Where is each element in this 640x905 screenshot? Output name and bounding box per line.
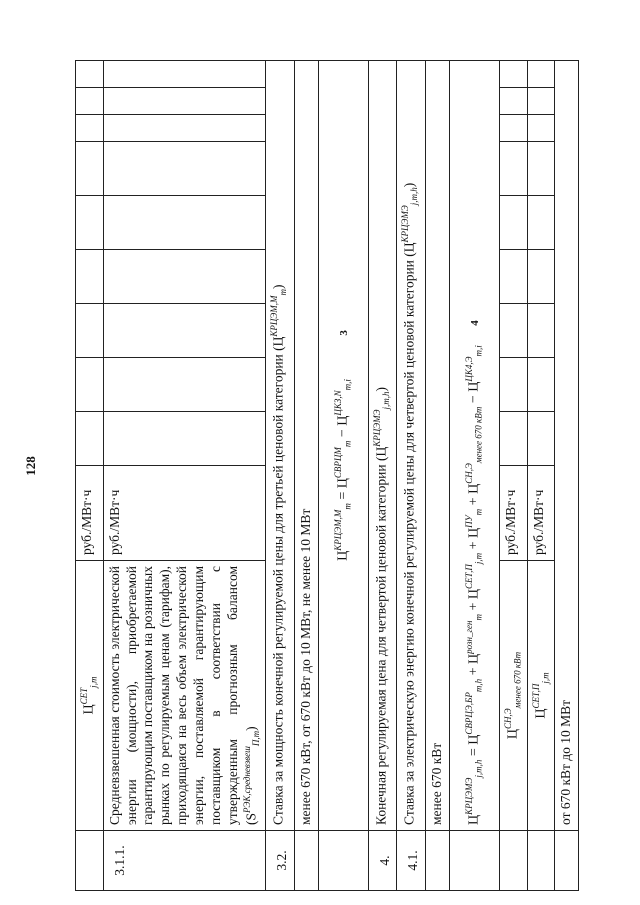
formula-3-2: $Ц^{КРЦЭМ,М}_m = Ц^{СВРЦМ}_m - Ц^{ЦКЗ,N}_{m,i}$ 3 — [318, 61, 368, 831]
value-cell — [527, 115, 555, 142]
sub-unit: руб./МВт·ч — [527, 466, 555, 561]
value-cell — [499, 61, 527, 88]
row-3-2 — [266, 61, 295, 891]
value-cell — [527, 304, 555, 358]
value-cell — [76, 304, 104, 358]
empty-cell — [499, 831, 527, 891]
value-cell — [76, 88, 104, 115]
value-cell — [76, 250, 104, 304]
empty-cell — [555, 831, 579, 891]
row-4-1-range2 — [555, 61, 579, 891]
value-cell — [103, 196, 265, 250]
row-4-1-sub-a — [499, 61, 527, 891]
range-label: от 670 кВт до 10 МВт — [555, 61, 579, 831]
row-title: Ставка за мощность конечной регулируемой цены для третьей ценовой категории $(Ц^{КРЦЭМ,М}_m)$ — [266, 61, 295, 831]
header-unit-cell: руб./МВт·ч — [76, 466, 104, 561]
row-number: 3.2. — [266, 831, 295, 891]
value-cell — [76, 142, 104, 196]
value-cell — [499, 250, 527, 304]
header-label-cell: $Ц^{СЕТ}_{j,m}$ — [76, 561, 104, 831]
header-row — [76, 61, 104, 891]
empty-cell — [527, 831, 555, 891]
value-cell — [527, 412, 555, 466]
value-cell — [527, 358, 555, 412]
tariff-table — [75, 60, 579, 891]
value-cell — [103, 250, 265, 304]
value-cell — [76, 196, 104, 250]
value-cell — [527, 142, 555, 196]
value-cell — [499, 412, 527, 466]
empty-cell — [426, 831, 450, 891]
rotated-table-sheet — [75, 61, 574, 891]
row-title: Ставка за электрическую энергию конечной регулируемой цены для четвертой ценовой категории $(Ц^{КРЦЭМЭ}_{j,m,h})$ — [397, 61, 426, 831]
row-4-1-sub-b — [527, 61, 555, 891]
value-cell — [103, 304, 265, 358]
row-number: 4. — [368, 831, 397, 891]
value-cell — [103, 412, 265, 466]
value-cell — [103, 115, 265, 142]
empty-cell — [450, 831, 500, 891]
formula-4-1: $Ц^{КРЦЭМЭ}_{j,m,h} = Ц^{СВРЦЭ,БР}_{m,h} + Ц^{розн\_ген}_m + Ц^{СЕТ,П}_{j,m} + Ц^{ПУ}_m + Ц^{СН,Э}_{менее 670 кВт} - Ц^{ЦК4,Э}_{m,i}$ 4 — [450, 61, 500, 831]
header-num-cell — [76, 831, 104, 891]
empty-cell — [318, 831, 368, 891]
row-number: 3.1.1. — [103, 831, 265, 891]
value-cell — [499, 358, 527, 412]
row-3-2-range — [295, 61, 319, 891]
row-unit: руб./МВт·ч — [103, 466, 265, 561]
value-cell — [499, 115, 527, 142]
page-number: 128 — [23, 456, 38, 476]
empty-cell — [295, 831, 319, 891]
value-cell — [76, 61, 104, 88]
page-number-area — [0, 0, 62, 905]
range-label: менее 670 кВт, от 670 кВт до 10 МВт, не менее 10 МВт — [295, 61, 319, 831]
row-4 — [368, 61, 397, 891]
value-cell — [499, 304, 527, 358]
row-4-1-range — [426, 61, 450, 891]
column-marker: 3 — [337, 330, 350, 336]
value-cell — [103, 142, 265, 196]
row-4-1 — [397, 61, 426, 891]
column-marker: 4 — [468, 320, 481, 326]
value-cell — [499, 88, 527, 115]
value-cell — [76, 358, 104, 412]
value-cell — [527, 88, 555, 115]
value-cell — [499, 142, 527, 196]
row-description: Средневзвешенная стоимость электрической энергии (мощности), приобретаемой гарантирующим поставщиком на розничных рынках по регулируемым ценам (тарифам), приходящаяся на весь объем электрической энергии, поставляемой гарантирующим поставщиком в соответствии с утвержденным прогнозным балансом $(S^{РЭК,средневзвеш}_{П,m})$ — [103, 561, 265, 831]
value-cell — [527, 250, 555, 304]
sub-label: $Ц^{СН,Э}_{менее 670 кВт}$ — [499, 561, 527, 831]
value-cell — [527, 196, 555, 250]
value-cell — [103, 88, 265, 115]
row-3-1-1 — [103, 61, 265, 891]
value-cell — [103, 358, 265, 412]
range-label: менее 670 кВт — [426, 61, 450, 831]
value-cell — [76, 412, 104, 466]
sub-unit: руб./МВт·ч — [499, 466, 527, 561]
value-cell — [76, 115, 104, 142]
value-cell — [499, 196, 527, 250]
row-title: Конечная регулируемая цена для четвертой ценовой категории $(Ц^{КРЦЭМЭ}_{j,m,h})$ — [368, 61, 397, 831]
row-3-2-formula — [318, 61, 368, 891]
row-number: 4.1. — [397, 831, 426, 891]
value-cell — [527, 61, 555, 88]
row-4-1-formula — [450, 61, 500, 891]
value-cell — [103, 61, 265, 88]
sub-label: $Ц^{СЕТ,П}_{j,m}$ — [527, 561, 555, 831]
